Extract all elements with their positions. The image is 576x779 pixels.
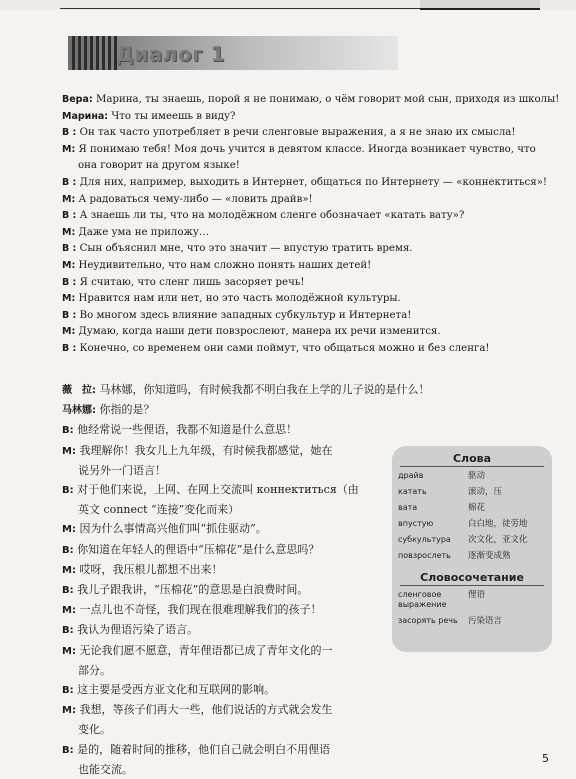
vocab-entry <box>392 487 552 497</box>
russian-line <box>62 109 552 126</box>
utterance-text: Во многом здесь влияние западных субкультур и Интернета! <box>79 309 412 321</box>
utterance-text: Конечно, со временем они сами поймут, что общаться можно и без сленга! <box>79 342 490 354</box>
vocab-entry <box>392 616 552 626</box>
dialogue-header <box>68 36 398 70</box>
chinese-line <box>62 680 392 700</box>
speaker-label: В: <box>62 485 74 497</box>
speaker-label: М: <box>62 293 76 305</box>
vocabulary-box <box>392 446 552 652</box>
vocab-translation: 俚语 <box>468 590 486 600</box>
russian-line <box>62 291 552 308</box>
speaker-label: М: <box>62 193 76 205</box>
speaker-label: М: <box>62 143 76 155</box>
utterance-text: Марина, ты знаешь, порой я не понимаю, о чём говорит мой сын, приходя из школы! <box>95 94 560 105</box>
utterance-continuation: 说另外一门语言！ <box>78 463 166 477</box>
speaker-label: Марина: <box>62 110 109 122</box>
phrases-title: Словосочетание <box>400 571 544 586</box>
utterance-text: 一点儿也不奇怪，我们现在很难理解我们的孩子！ <box>79 603 322 617</box>
speaker-label: М: <box>62 605 76 617</box>
chinese-line <box>62 480 392 500</box>
vocab-entry <box>392 551 552 561</box>
utterance-text: 我想，等孩子们再大一些，他们说话的方式就会发生 <box>79 703 333 717</box>
speaker-label: В: <box>62 544 74 556</box>
chinese-line <box>62 641 392 661</box>
utterance-continuation: 变化。 <box>78 723 111 737</box>
utterance-text: 对于他们来说，上网、在网上交流叫 коннектиться（由 <box>77 483 359 497</box>
utterance-continuation: 也能交流。 <box>78 762 133 776</box>
words-title: Слова <box>400 452 544 467</box>
speaker-label: В : <box>62 176 77 188</box>
utterance-text: 你指的是？ <box>99 403 155 417</box>
utterance-text: Сын объяснил мне, что это значит — впустую тратить время. <box>79 243 413 255</box>
russian-line <box>62 258 552 275</box>
utterance-text: 哎呀，我压根儿都想不出来！ <box>79 562 223 576</box>
header-stripes <box>68 36 117 70</box>
russian-line <box>62 175 552 192</box>
speaker-label: В : <box>62 210 77 222</box>
vocab-entry <box>392 471 552 481</box>
vocab-word: драйв <box>398 471 424 480</box>
utterance-text: Что ты имеешь в виду? <box>111 110 236 122</box>
utterance-text: 是的，随着时间的推移，他们自己就会明白不用俚语 <box>77 742 331 756</box>
speaker-label: В : <box>62 276 77 288</box>
page-number: 5 <box>542 752 549 765</box>
speaker-label: В : <box>62 309 77 321</box>
chinese-line <box>62 620 392 640</box>
vocab-translation: 棉花 <box>468 503 486 513</box>
russian-line <box>62 225 552 242</box>
speaker-label: М: <box>62 226 76 238</box>
speaker-label: 薇 拉: <box>62 385 96 396</box>
speaker-label: В: <box>62 585 74 597</box>
speaker-label: В: <box>62 425 74 437</box>
russian-line <box>62 308 552 325</box>
vocab-word: засорять речь <box>398 616 458 625</box>
speaker-label: В: <box>62 685 74 697</box>
russian-line <box>62 241 552 258</box>
vocab-entry <box>392 535 552 545</box>
utterance-text: 我儿子跟我讲，“压棉花”的意思是白浪费时间。 <box>77 583 309 597</box>
speaker-label: М: <box>62 326 76 338</box>
dialogue-title: Диалог 1 <box>116 42 226 66</box>
speaker-label: М: <box>62 645 76 657</box>
utterance-text: Нравится нам или нет, но это часть молодёжной культуры. <box>78 293 401 305</box>
russian-line <box>62 208 552 225</box>
speaker-label: В : <box>62 342 77 354</box>
vocab-translation: 污染语言 <box>468 616 503 626</box>
speaker-label: Вера: <box>62 94 93 105</box>
speaker-label: В : <box>62 127 77 139</box>
utterance-text: Даже ума не приложу… <box>78 226 210 238</box>
chinese-line <box>62 400 392 420</box>
speaker-label: М: <box>62 259 76 271</box>
speaker-label: 马林娜: <box>62 405 96 417</box>
vocab-entry <box>392 503 552 513</box>
speaker-label: В: <box>62 625 74 637</box>
utterance-text: Я понимаю тебя! Моя дочь учится в девятом классе. Иногда возникает чувство, что <box>78 143 536 155</box>
utterance-text: А радоваться чему-либо — «ловить драйв»! <box>78 193 313 205</box>
utterance-text: 你知道在年轻人的俚语中“压棉花”是什么意思吗？ <box>77 542 320 556</box>
chinese-line <box>62 441 392 461</box>
russian-line <box>62 192 552 209</box>
speaker-label: М: <box>62 445 76 457</box>
chinese-line <box>62 560 392 580</box>
utterance-continuation: 部分。 <box>78 663 111 677</box>
utterance-text: 这主要是受西方亚文化和互联网的影响。 <box>77 683 276 697</box>
speaker-label: В : <box>62 243 77 255</box>
vocab-word: впустую <box>398 519 434 528</box>
chinese-line <box>62 519 392 539</box>
chinese-line <box>62 380 430 400</box>
russian-line <box>62 324 552 341</box>
utterance-continuation: она говорит на другом языке! <box>78 160 240 172</box>
utterance-text: 因为什么事情高兴他们叫“抓住驱动”。 <box>79 522 267 536</box>
utterance-text: 他经常说一些俚语，我都不知道是什么意思！ <box>77 423 298 437</box>
vocab-translation: 滚动，压 <box>468 487 503 497</box>
vocab-word: повзрослеть <box>398 551 451 560</box>
chinese-line <box>62 420 392 440</box>
chinese-line <box>62 740 392 760</box>
russian-line <box>62 275 552 292</box>
russian-line <box>62 125 552 142</box>
vocab-word: вата <box>398 503 418 512</box>
vocab-entry <box>392 590 552 610</box>
speaker-label: М: <box>62 524 76 536</box>
chinese-line <box>62 540 392 560</box>
chinese-line <box>62 700 392 720</box>
russian-dialogue <box>62 92 560 358</box>
vocab-entry <box>392 519 552 529</box>
utterance-continuation: 英文 connect “连接”变化而来） <box>78 503 240 517</box>
vocab-translation: 白白地，徒劳地 <box>468 519 528 529</box>
utterance-text: Я считаю, что сленг лишь засоряет речь! <box>79 276 305 288</box>
chinese-line <box>62 600 392 620</box>
utterance-text: Думаю, когда наши дети повзрослеют, манера их речи изменится. <box>78 326 441 338</box>
utterance-text: 我理解你！我女儿上九年级，有时候我都感觉，她在 <box>79 443 333 457</box>
vocab-word: катать <box>398 487 427 496</box>
words-list <box>392 471 552 561</box>
utterance-text: 我认为俚语污染了语言。 <box>77 623 199 637</box>
speaker-label: М: <box>62 564 76 576</box>
russian-line <box>62 341 552 358</box>
russian-line <box>62 92 560 109</box>
utterance-text: 马林娜，你知道吗，有时候我都不明白我在上学的儿子说的是什么！ <box>99 383 430 396</box>
russian-line <box>62 142 552 159</box>
chinese-line <box>62 580 392 600</box>
vocab-word: субкультура <box>398 535 451 544</box>
speaker-label: В: <box>62 744 74 756</box>
utterance-text: А знаешь ли ты, что на молодёжном сленге обозначает «катать вату»? <box>79 210 465 222</box>
phrases-list <box>392 590 552 626</box>
utterance-text: Неудивительно, что нам сложно понять наших детей! <box>78 259 372 271</box>
vocab-word: сленговое выражение <box>398 590 447 609</box>
running-header-tab <box>420 0 540 10</box>
utterance-text: Для них, например, выходить в Интернет, общаться по Интернету — «коннектиться»! <box>79 176 547 188</box>
vocab-translation: 逐渐变成熟 <box>468 551 511 561</box>
speaker-label: М: <box>62 705 76 717</box>
vocab-translation: 驱动 <box>468 471 486 481</box>
utterance-text: 无论我们愿不愿意，青年俚语都已成了青年文化的一 <box>79 643 333 657</box>
vocab-translation: 次文化，亚文化 <box>468 535 528 545</box>
utterance-text: Он так часто употребляет в речи сленговые выражения, а я не знаю их смысла! <box>79 127 516 139</box>
